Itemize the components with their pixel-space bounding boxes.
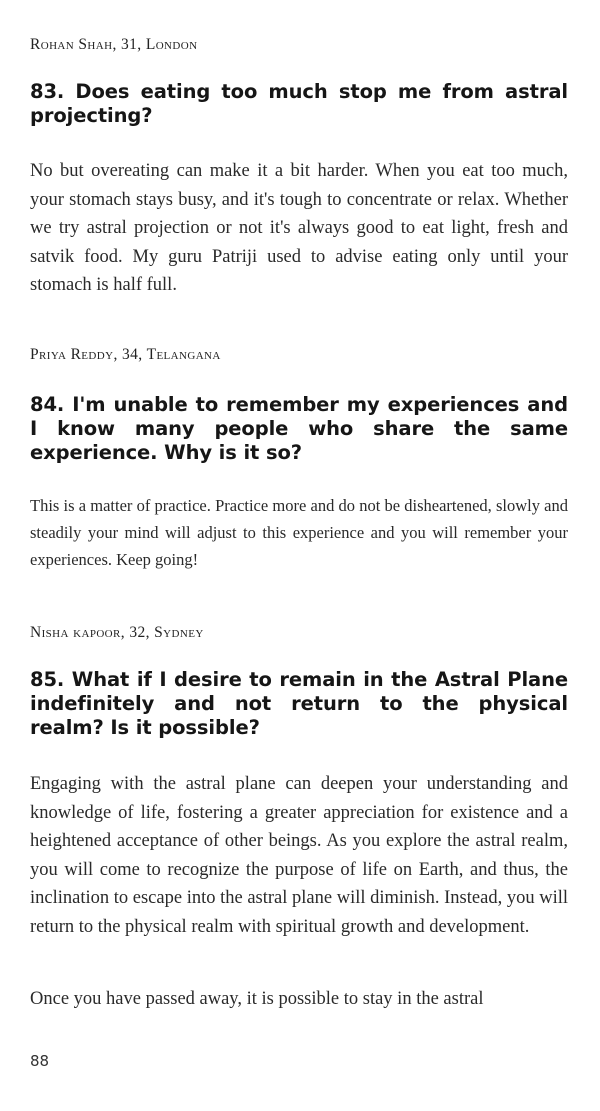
asker-name: Nisha kapoor, 32, Sydney xyxy=(30,624,204,641)
question-heading: 85. What if I desire to remain in the Astral Plane indefinitely and not return to the physical realm? Is it possible? xyxy=(30,668,568,739)
question-heading: 83. Does eating too much stop me from astral projecting? xyxy=(30,80,568,127)
asker-name: Rohan Shah, 31, London xyxy=(30,36,198,53)
continued-paragraph: Once you have passed away, it is possible to stay in the astral xyxy=(30,989,484,1009)
page-number: 88 xyxy=(30,1052,50,1070)
answer-paragraph: Engaging with the astral plane can deepen your understanding and knowledge of life, fostering a greater appreciation for existence and a heightened acceptance of other beings. As you explore the astral realm, you will come to recognize the purpose of life on Earth, and thus, the inclination to escape into the astral plane will diminish. Instead, you will return to the physical realm with spiritual growth and development. xyxy=(30,774,568,937)
question-heading: 84. I'm unable to remember my experiences and I know many people who share the same experience. Why is it so? xyxy=(30,393,568,464)
asker-name: Priya Reddy, 34, Telangana xyxy=(30,346,221,363)
answer-paragraph: No but overeating can make it a bit harder. When you eat too much, your stomach stays busy, and it's tough to concentrate or relax. Whether we try astral projection or not it's always good to eat light, fresh and satvik food. My guru Patriji used to advise eating only until your stomach is half full. xyxy=(30,161,568,295)
answer-paragraph: This is a matter of practice. Practice more and do not be disheartened, slowly and steadily your mind will adjust to this experience and you will remember your experiences. Keep going! xyxy=(30,496,568,569)
